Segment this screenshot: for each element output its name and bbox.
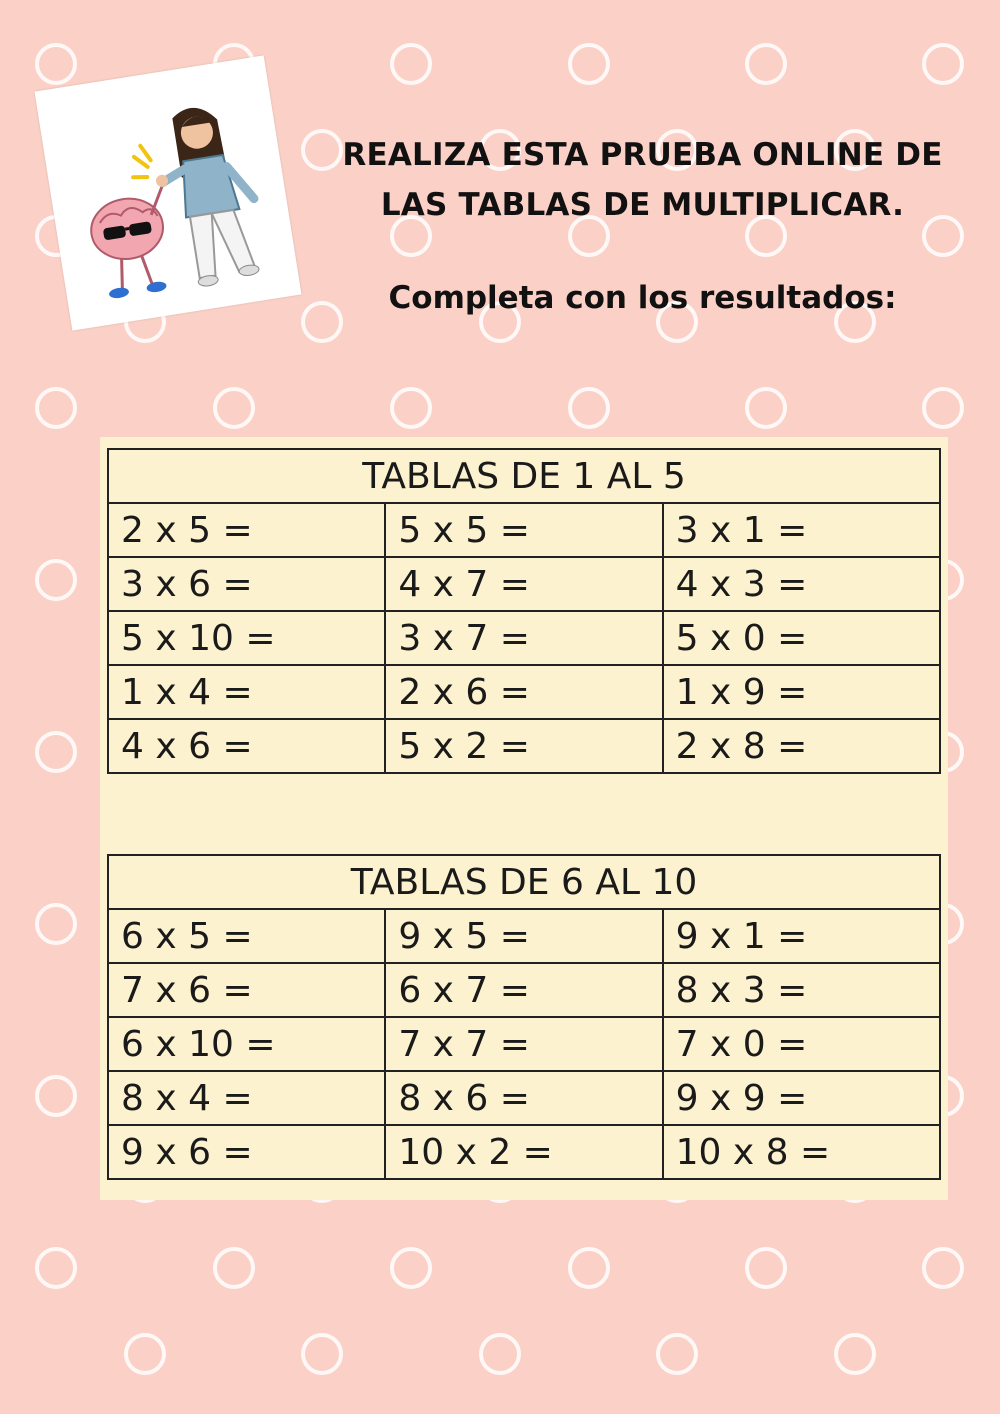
dot-ring (392, 389, 430, 427)
title-line-1: REALIZA ESTA PRUEBA ONLINE DE (342, 137, 943, 173)
exercise-cell[interactable]: 7 x 7 = (385, 1017, 662, 1071)
dot-ring (37, 45, 75, 83)
dot-ring (392, 1249, 430, 1287)
dot-ring (215, 389, 253, 427)
exercise-cell[interactable]: 4 x 3 = (663, 557, 940, 611)
exercise-cell[interactable]: 5 x 5 = (385, 503, 662, 557)
worksheet-heading (315, 130, 970, 316)
table-row (108, 1017, 940, 1071)
dot-ring (570, 1249, 608, 1287)
dot-ring (392, 45, 430, 83)
dot-ring (747, 45, 785, 83)
exercise-cell[interactable]: 2 x 5 = (108, 503, 385, 557)
exercise-cell[interactable]: 3 x 6 = (108, 557, 385, 611)
dot-ring (924, 1249, 962, 1287)
exercise-cell[interactable]: 10 x 8 = (663, 1125, 940, 1179)
exercise-cell[interactable]: 6 x 10 = (108, 1017, 385, 1071)
worksheet-panel (100, 437, 948, 1200)
table-row (108, 909, 940, 963)
exercise-cell[interactable]: 9 x 1 = (663, 909, 940, 963)
dot-ring (924, 389, 962, 427)
dot-ring (215, 1249, 253, 1287)
dot-ring (836, 1335, 874, 1373)
table-row (108, 1071, 940, 1125)
dot-ring (481, 1335, 519, 1373)
multiplication-table-6-to-10 (107, 854, 941, 1180)
dot-ring (37, 1077, 75, 1115)
dot-ring (747, 389, 785, 427)
dot-ring (37, 561, 75, 599)
exercise-cell[interactable]: 4 x 7 = (385, 557, 662, 611)
exercise-cell[interactable]: 7 x 0 = (663, 1017, 940, 1071)
exercise-cell[interactable]: 7 x 6 = (108, 963, 385, 1017)
dot-ring (37, 389, 75, 427)
table-row (108, 611, 940, 665)
exercise-cell[interactable]: 6 x 7 = (385, 963, 662, 1017)
table-row (108, 1125, 940, 1179)
dot-ring (658, 1335, 696, 1373)
exercise-cell[interactable]: 1 x 9 = (663, 665, 940, 719)
exercise-cell[interactable]: 9 x 9 = (663, 1071, 940, 1125)
exercise-cell[interactable]: 8 x 3 = (663, 963, 940, 1017)
dot-ring (924, 45, 962, 83)
table-title: TABLAS DE 1 AL 5 (108, 449, 940, 503)
exercise-cell[interactable]: 1 x 4 = (108, 665, 385, 719)
dot-ring (570, 45, 608, 83)
instruction-text: Completa con los resultados: (388, 280, 897, 316)
exercise-cell[interactable]: 4 x 6 = (108, 719, 385, 773)
teacher-and-brain-illustration (34, 55, 301, 330)
table-row (108, 503, 940, 557)
exercise-cell[interactable]: 9 x 6 = (108, 1125, 385, 1179)
dot-ring (570, 389, 608, 427)
worksheet-title (315, 130, 970, 230)
table-row (108, 963, 940, 1017)
exercise-cell[interactable]: 10 x 2 = (385, 1125, 662, 1179)
exercise-cell[interactable]: 8 x 6 = (385, 1071, 662, 1125)
exercise-cell[interactable]: 2 x 6 = (385, 665, 662, 719)
dot-ring (37, 905, 75, 943)
dot-ring (37, 733, 75, 771)
dot-ring (126, 1335, 164, 1373)
multiplication-table-1-to-5 (107, 448, 941, 774)
exercise-cell[interactable]: 5 x 0 = (663, 611, 940, 665)
dot-ring (303, 1335, 341, 1373)
table-row (108, 719, 940, 773)
exercise-cell[interactable]: 2 x 8 = (663, 719, 940, 773)
exercise-cell[interactable]: 5 x 2 = (385, 719, 662, 773)
dot-ring (747, 1249, 785, 1287)
exercise-cell[interactable]: 6 x 5 = (108, 909, 385, 963)
exercise-cell[interactable]: 5 x 10 = (108, 611, 385, 665)
exercise-cell[interactable]: 8 x 4 = (108, 1071, 385, 1125)
dot-ring (37, 1249, 75, 1287)
table-row (108, 557, 940, 611)
exercise-cell[interactable]: 3 x 1 = (663, 503, 940, 557)
table-title: TABLAS DE 6 AL 10 (108, 855, 940, 909)
exercise-cell[interactable]: 9 x 5 = (385, 909, 662, 963)
exercise-cell[interactable]: 3 x 7 = (385, 611, 662, 665)
table-row (108, 665, 940, 719)
title-line-2: LAS TABLAS DE MULTIPLICAR. (380, 187, 905, 223)
